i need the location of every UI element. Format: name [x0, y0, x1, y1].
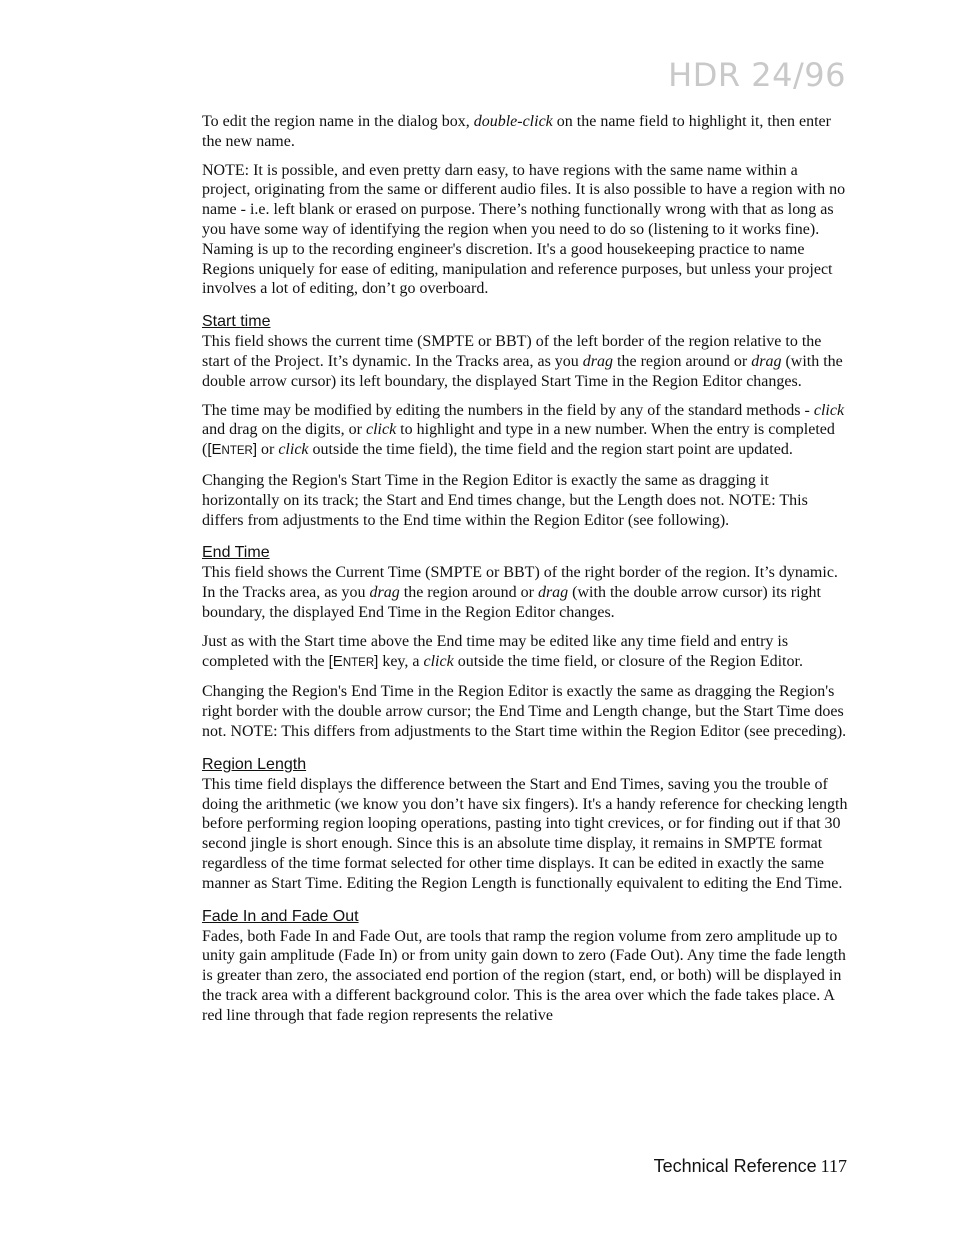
start-time-heading: Start time: [202, 313, 271, 331]
end-time-heading: End Time: [202, 544, 270, 562]
intro-note-paragraph: NOTE: It is possible, and even pretty darn easy, to have regions with the same name within a project, originating from the same or different audio files. It is also possible to have a region with no name - i.e. left blank or erased on purpose. There’s nothing functionally wrong with that as long as you have some way of identifying the region when you need to do so (listening to it works fine). Naming is up to the recording engineer's discretion. It's a good housekeeping practice to name Regions uniquely for ease of editing, manipulation and reference purposes, but unless your project involves a lot of editing, don’t go overboard.: [202, 161, 846, 298]
enter-key-label: [329, 653, 379, 670]
start-time-paragraph-2: [202, 401, 850, 462]
emphasis-text: drag: [751, 352, 782, 370]
page-body: [202, 112, 850, 1034]
text-run: (with the double arrow cursor) its left boundary, the displayed Start Time in the Region Editor changes.: [202, 352, 843, 390]
text-run: (with the double arrow cursor) its right boundary, the displayed End Time in the Region Editor changes.: [202, 584, 821, 621]
emphasis-text: click: [278, 441, 309, 459]
document-header-title: HDR 24/96: [668, 56, 846, 94]
fade-paragraph: Fades, both Fade In and Fade Out, are tools that ramp the region volume from zero amplitude up to unity gain amplitude (Fade In) or from unity gain down to zero (Fade Out). Any time the fade length is greater than zero, the associated end portion of the region (start, end, or both) will be displayed in the track area with a different background color. This is the area over which the fade takes place. A red line through that fade region represents the relative: [202, 927, 846, 1024]
start-time-paragraph-3: Changing the Region's Start Time in the Region Editor is exactly the same as dragging it horizontally on its track; the Start and End times change, but the Length does not. NOTE: This differs from adjustments to the End time within the Region Editor (see following).: [202, 471, 808, 529]
text-run: on the name field to highlight it, then enter the new name.: [202, 113, 831, 150]
key-text-small: NTER: [221, 445, 253, 458]
key-text: ]: [252, 441, 257, 459]
text-run: and drag on the digits, or: [202, 421, 366, 439]
emphasis-text: double-click: [473, 113, 553, 130]
emphasis-text: drag: [537, 584, 569, 602]
fade-heading: Fade In and Fade Out: [202, 907, 359, 925]
text-run: This field shows the current time (SMPTE or BBT) of the left border of the region relative to the start of the Project. It’s dynamic. In the Tracks area, as you: [202, 333, 822, 370]
text-run: or: [257, 441, 279, 459]
key-text-small: NTER: [342, 656, 375, 669]
end-time-paragraph-2: [202, 632, 850, 674]
emphasis-text: click: [813, 401, 845, 419]
start-time-paragraph-1: [202, 332, 850, 391]
region-length-paragraph: This time field displays the difference between the Start and End Times, saving you the trouble of doing the arithmetic (we know you don’t have six fingers). It's a handy reference for checking length before performing region looping operations, pasting into tight crevices, or for finding out if that 30 second jingle is short enough. Since this is an absolute time display, it remains in SMPTE format regardless of the time format selected for other time displays. It can be edited in exactly the same manner as Start Time. Editing the Region Length is functionally equivalent to editing the End Time.: [202, 775, 848, 892]
end-time-paragraph-3: Changing the Region's End Time in the Region Editor is exactly the same as dragging the Region's right border with the double arrow cursor; the End Time and Length change, but the Start Time does not. NOTE: This differs from adjustments to the Start time within the Region Editor (see preceding).: [202, 683, 847, 740]
emphasis-text: click: [423, 652, 454, 670]
end-time-paragraph-1: [202, 563, 850, 622]
page-number: 117: [820, 1156, 847, 1176]
footer-section-title: Technical Reference: [653, 1156, 817, 1176]
text-run: This field shows the Current Time (SMPTE or BBT) of the right border of the region. It’s dynamic. In the Tracks area, as you: [202, 564, 838, 602]
emphasis-text: drag: [582, 352, 614, 370]
text-run: The time may be modified by editing the numbers in the field by any of the standard methods -: [202, 401, 814, 419]
text-run: the region around or: [399, 584, 538, 602]
text-run: outside the time field), the time field and the region start point are updated.: [308, 441, 793, 459]
region-length-heading: Region Length: [202, 755, 307, 773]
key-text: [E: [207, 441, 222, 459]
intro-paragraph: [202, 112, 850, 152]
text-run: the region around or: [613, 352, 752, 370]
text-run: To edit the region name in the dialog box,: [202, 113, 474, 130]
text-run: key, a: [378, 652, 424, 670]
emphasis-text: click: [365, 421, 397, 439]
enter-key-label: [207, 441, 257, 458]
text-run: Just as with the Start time above the End time may be edited like any time field and entry is completed with the: [202, 632, 789, 670]
text-run: outside the time field, or closure of the Region Editor.: [453, 652, 803, 670]
text-run: to highlight and type in a new number. When the entry is completed (: [202, 421, 835, 459]
page-footer: [654, 1156, 847, 1177]
emphasis-text: drag: [369, 584, 400, 602]
key-text: [E: [328, 652, 343, 670]
key-text: ]: [374, 652, 379, 670]
